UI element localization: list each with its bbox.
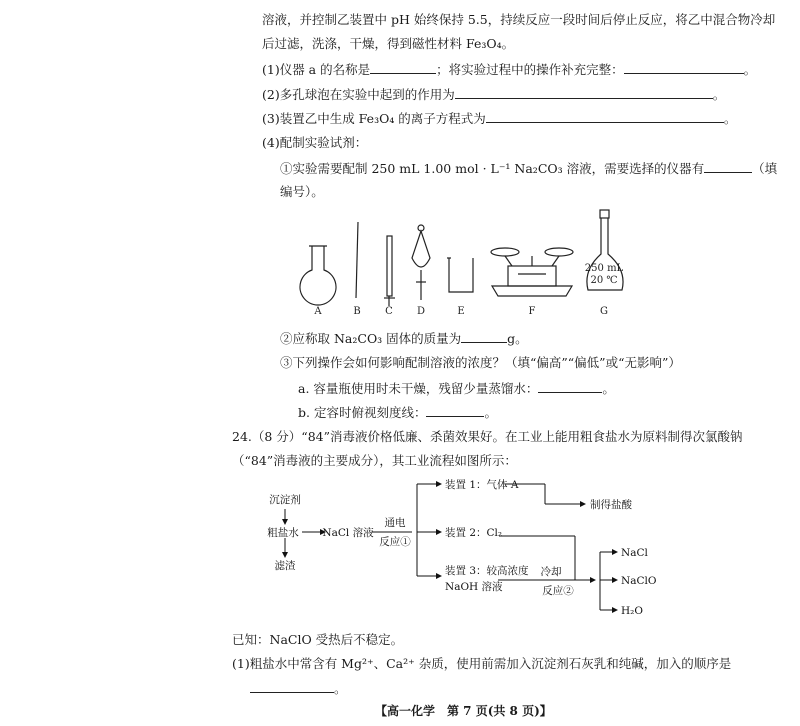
question-24: 24.（8 分）“84”消毒液价格低廉、杀菌效果好。在工业上能用粗食盐水为原料制得次氯酸钠	[232, 429, 743, 444]
page-footer: 【高一化学 第 7 页(共 8 页)】	[375, 704, 552, 718]
flow-electrolysis: 通电	[384, 517, 406, 529]
flow-device-1: 装置 1：气体 A	[445, 479, 519, 491]
flow-brine: 粗盐水	[267, 527, 299, 539]
flask-label-temp: 20 ℃	[590, 275, 618, 286]
question-2: (2)多孔球泡在实验中起到的作用为 。	[262, 87, 726, 102]
apparatus-label: B	[353, 306, 361, 317]
flow-reaction-2: 反应②	[542, 585, 574, 597]
flow-residue: 滤渣	[274, 560, 296, 572]
sub-question-3: ③下列操作会如何影响配制溶液的浓度？（填“偏高”“偏低”或“无影响”）	[280, 355, 681, 370]
question-4: (4)配制实验试剂：	[262, 135, 368, 150]
sub-question-1-cont: 编号）。	[280, 184, 324, 199]
question-24-1: (1)粗盐水中常含有 Mg²⁺、Ca²⁺ 杂质，使用前需加入沉淀剂石灰乳和纯碱，加入的顺序是	[232, 656, 732, 671]
item-a: a. 容量瓶使用时未干燥，残留少量蒸馏水： 。	[298, 381, 615, 396]
intro-line-2: 后过滤，洗涤，干燥，得到磁性材料 Fe₃O₄。	[262, 36, 515, 51]
apparatus-label: C	[385, 306, 393, 317]
round-flask-icon	[300, 246, 336, 305]
flow-precipitant: 沉淀剂	[269, 494, 301, 506]
question-1: (1)仪器 a 的名称是 ；将实验过程中的操作补充完整： 。	[262, 62, 757, 77]
sub-question-2: ②应称取 Na₂CO₃ 固体的质量为 g。	[280, 331, 528, 346]
flow-hcl: 制得盐酸	[590, 499, 632, 511]
answer-blank[interactable]	[426, 404, 484, 417]
apparatus-label: E	[457, 306, 465, 317]
apparatus-label: D	[416, 306, 426, 317]
answer-blank[interactable]	[538, 380, 602, 393]
glass-rod-icon	[356, 222, 358, 298]
flow-reaction-1: 反应①	[379, 536, 411, 548]
answer-blank[interactable]	[461, 330, 507, 343]
answer-blank[interactable]	[250, 680, 334, 693]
flow-product-naclo: NaClO	[621, 575, 657, 587]
question-3: (3)装置乙中生成 Fe₃O₄ 的离子方程式为 。	[262, 111, 737, 126]
flow-nacl-solution: NaCl 溶液	[322, 527, 374, 539]
sub-question-1: ①实验需要配制 250 mL 1.00 mol · L⁻¹ Na₂CO₃ 溶液，需要选择的仪器有 （填	[280, 161, 778, 176]
flask-label-volume: 250 mL	[584, 263, 624, 274]
apparatus-label: F	[528, 306, 536, 317]
separatory-funnel-icon	[412, 225, 430, 300]
beaker-icon	[447, 258, 473, 292]
burette-icon	[384, 236, 395, 306]
item-b: b. 定容时俯视刻度线： 。	[298, 405, 497, 420]
balance-icon	[491, 248, 573, 296]
question-24-cont: （“84”消毒液的主要成分），其工业流程如图所示：	[232, 453, 517, 468]
apparatus-label: G	[600, 306, 608, 317]
intro-line-1: 溶液，并控制乙装置中 pH 始终保持 5.5，持续反应一段时间后停止反应，将乙中混合物冷却	[262, 12, 776, 27]
apparatus-label: A	[314, 306, 322, 317]
known-note: 已知：NaClO 受热后不稳定。	[232, 632, 404, 647]
flow-product-nacl: NaCl	[621, 547, 648, 559]
flow-device-3: 装置 3：较高浓度	[445, 565, 529, 577]
question-24-1-blank-line: 。	[250, 680, 347, 697]
flow-cool: 冷却	[540, 566, 562, 578]
flow-device-2: 装置 2：Cl₂	[445, 527, 503, 539]
flow-product-water: H₂O	[621, 605, 643, 617]
flow-naoh: NaOH 溶液	[445, 581, 503, 593]
